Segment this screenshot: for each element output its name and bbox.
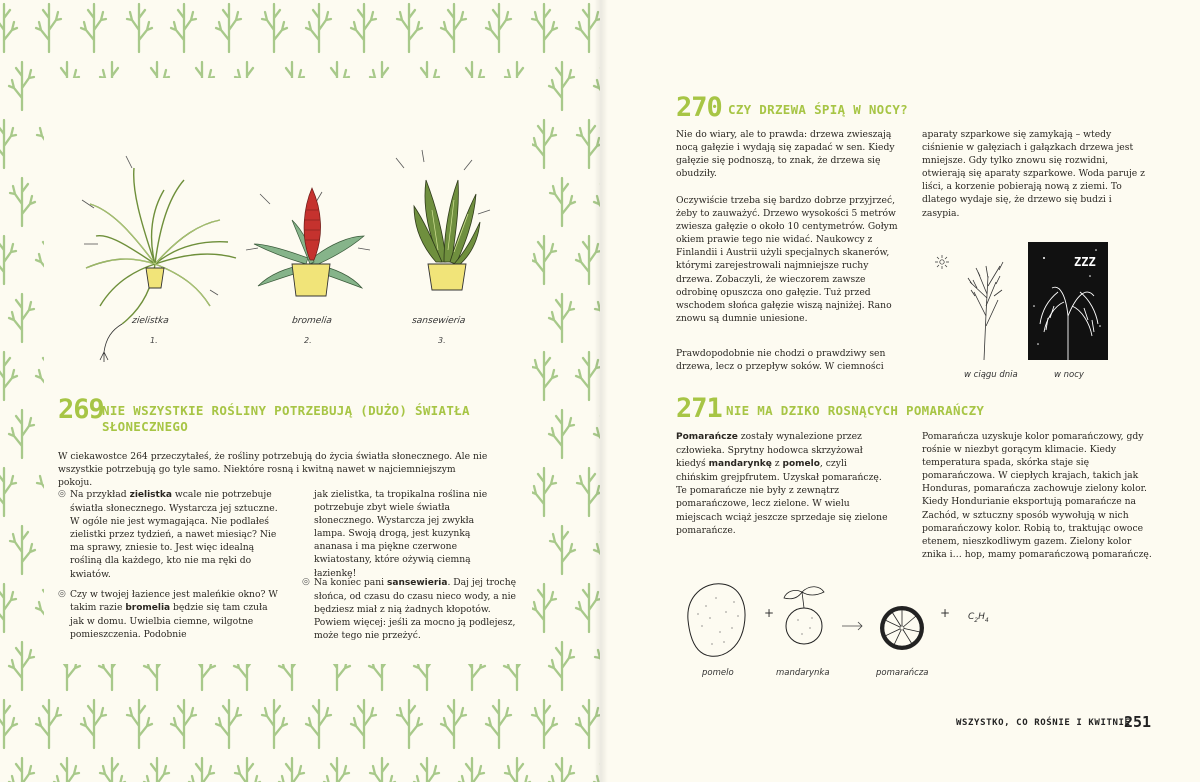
section-269-number: 269 bbox=[58, 394, 104, 425]
footer-chapter-title: WSZYSTKO, CO ROŚNIE I KWITNIE bbox=[956, 718, 1131, 728]
plus-sign-1: + bbox=[764, 606, 775, 620]
tree-day-night-drawing bbox=[930, 236, 1130, 386]
page-footer bbox=[956, 712, 1176, 732]
bold-pomelo: pomelo bbox=[782, 459, 820, 470]
bold-bromelia: bromelia bbox=[125, 603, 171, 614]
plant-number-sansewieria: 3. bbox=[438, 336, 446, 345]
bullet-marker-2: ◎ bbox=[58, 589, 66, 599]
section-269-col2-text: jak zielistka, ta tropikalna roślina nie potrzebuje zbyt wiele światła słonecznego. Wystarcza jej zwykła lampa. Swoją drogą, jest kuzynką ananasa i ma piękne czerwone kwiatostany, które ożywią ciemną łazienkę! bbox=[314, 489, 488, 579]
pomelo-drawing bbox=[688, 584, 745, 656]
sansewieria-drawing bbox=[414, 180, 480, 290]
section-269-bullet-1: Na przykład zielistka wcale nie potrzebuje światła słonecznego. Wystarcza jej sztuczne. W ogóle nie jest wymagająca. Nie podlałeś zielistki przez tydzień, a nawet miesiąc? Nie ma sprawy, zniesie to. Jest więc idealną rośliną dla każdego, kto nie ma ręki do kwiatów. bbox=[70, 489, 278, 580]
section-270-number: 270 bbox=[676, 92, 722, 123]
plant-number-zielistka: 1. bbox=[150, 336, 158, 345]
citrus-fruits-illustration bbox=[676, 576, 1016, 686]
bromelia-drawing bbox=[254, 188, 364, 296]
label-pomelo: pomelo bbox=[702, 668, 734, 678]
section-270-col1-p1: Nie do wiary, ale to prawda: drzewa zwieszają nocą gałęzie i wydają się zapadać w sen. Kiedy gałęzie się podnoszą, to znak, że drzewa się obudziły. bbox=[676, 129, 895, 180]
arrow-icon bbox=[842, 622, 862, 630]
plant-label-bromelia: bromelia bbox=[291, 316, 333, 326]
label-mandarynka: mandarynka bbox=[776, 668, 830, 678]
plus-sign-2: + bbox=[940, 606, 951, 620]
sun-icon bbox=[935, 255, 949, 269]
label-pomarancza: pomarańcza bbox=[876, 668, 929, 678]
bullet-marker-1: ◎ bbox=[58, 489, 66, 499]
section-269-bullet-3: Na koniec pani sansewieria. Daj jej trochę słońca, od czasu do czasu nieco wody, a nie będziesz miał z nią żadnych kłopotów. Powiem więcej: jeśli za mocno ją podlejesz, może tego nie przeżyć. bbox=[314, 577, 517, 642]
label-day: w ciągu dnia bbox=[964, 370, 1018, 380]
plants-drawing bbox=[60, 140, 500, 362]
bullet-marker-3: ◎ bbox=[302, 577, 310, 587]
section-270-heading bbox=[676, 92, 1076, 126]
plant-label-sansewieria: sansewieria bbox=[411, 316, 466, 326]
bold-mandarynke: mandarynkę bbox=[708, 459, 772, 470]
plant-number-bromelia: 2. bbox=[304, 336, 312, 345]
bold-pomarancze: Pomarańcze bbox=[676, 432, 738, 442]
page-number: 251 bbox=[1124, 713, 1152, 731]
mandarynka-drawing bbox=[784, 587, 824, 644]
label-night: w nocy bbox=[1054, 370, 1084, 380]
tree-day-night-illustration bbox=[930, 236, 1130, 386]
section-271-number: 271 bbox=[676, 393, 722, 424]
section-270-col2-p1: aparaty szparkowe się zamykają – wtedy ciśnienie w gałęziach i gałązkach drzewa jest mniejsze. Gdy tylko znowu się rozwidni, otwierają się aparaty szparkowe. Woda paruje z liści, a korzenie pobierają nową z ziemi. To dlatego wydaje się, że drzewo się budzi i zasypia. bbox=[922, 129, 1145, 219]
zzz-text: ZZZ bbox=[1074, 255, 1096, 269]
section-270-col1-p3: Prawdopodobnie nie chodzi o prawdziwy sen drzewa, lecz o przepływ soków. W ciemności bbox=[676, 348, 886, 373]
bold-sansewieria: sansewieria bbox=[387, 578, 448, 588]
section-271-title: NIE MA DZIKO ROSNĄCYCH POMARAŃCZY bbox=[726, 403, 985, 418]
section-269-title: NIE WSZYSTKIE ROŚLINY POTRZEBUJĄ (DUŻO) ŚWIATŁA SŁONECZNEGO bbox=[102, 403, 470, 434]
section-271-heading bbox=[676, 393, 1076, 427]
plant-illustrations bbox=[60, 140, 500, 362]
plant-label-zielistka: zielistka bbox=[131, 316, 170, 326]
section-269-intro: W ciekawostce 264 przeczytałeś, że rośliny potrzebują do życia światła słonecznego. Ale nie wszystkie potrzebują go tyle samo. Niektóre rosną i kwitną nawet w najciemniejszym pokoju. bbox=[58, 451, 488, 489]
book-spine bbox=[594, 0, 608, 782]
section-269-bullet-2: Czy w twojej łazience jest maleńkie okno? W takim razie bromelia będzie się tam czuła jak w domu. Uwielbia ciemne, wilgotne pomieszczenia. Podobnie bbox=[70, 589, 278, 641]
ethene-formula: $C_2H_4$ bbox=[968, 612, 989, 624]
pomarancza-drawing bbox=[880, 606, 924, 650]
zielistka-drawing bbox=[86, 168, 236, 362]
bold-zielistka: zielistka bbox=[129, 490, 172, 500]
section-270-title: CZY DRZEWA ŚPIĄ W NOCY? bbox=[728, 102, 908, 117]
section-271-col1: Pomarańcze zostały wynalezione przez człowieka. Sprytny hodowca skrzyżował kiedyś mandarynkę z pomelo, czyli chińskim grejpfrutem. Uzyskał pomarańczę. Te pomarańcze nie były z zewnątrz pomarańczowe, lecz zielone. W wielu miejscach wciąż jeszcze sprzedaje się zielone pomarańcze. bbox=[676, 431, 888, 536]
section-271-col2: Pomarańcza uzyskuje kolor pomarańczowy, gdy rośnie w niezbyt gorącym klimacie. Kiedy temperatura spada, skórka staje się pomarańczowa. W ciepłych krajach, takich jak Honduras, pomarańcza zachowuje zielony kolor. Kiedy Hondurianie eksportują pomarańcze na Zachód, w sztuczny sposób wywołują w nich pomarańczowy kolor. Robią to, traktując owoce etenem, nieszkodliwym gazem. Zielony kolor znika i… hop, mamy pomarańczową pomarańczę. bbox=[922, 431, 1152, 560]
section-270-col1-p2: Oczywiście trzeba się bardzo dobrze przyjrzeć, żeby to zauważyć. Drzewo wysokości 5 metrów zwiesza gałęzie o około 10 centymetrów. Gołym okiem prawie tego nie widać. Naukowcy z Finlandii i Austrii użyli specjalnych skanerów, którymi zarejestrowali najmniejsze ruchy drzewa. Zobaczyli, że wieczorem zawsze odrobinę opuszcza ono gałęzie. Tuż przed wschodem słońca gałęzie wiszą najniżej. Rano znowu są dumnie uniesione. bbox=[676, 195, 898, 324]
